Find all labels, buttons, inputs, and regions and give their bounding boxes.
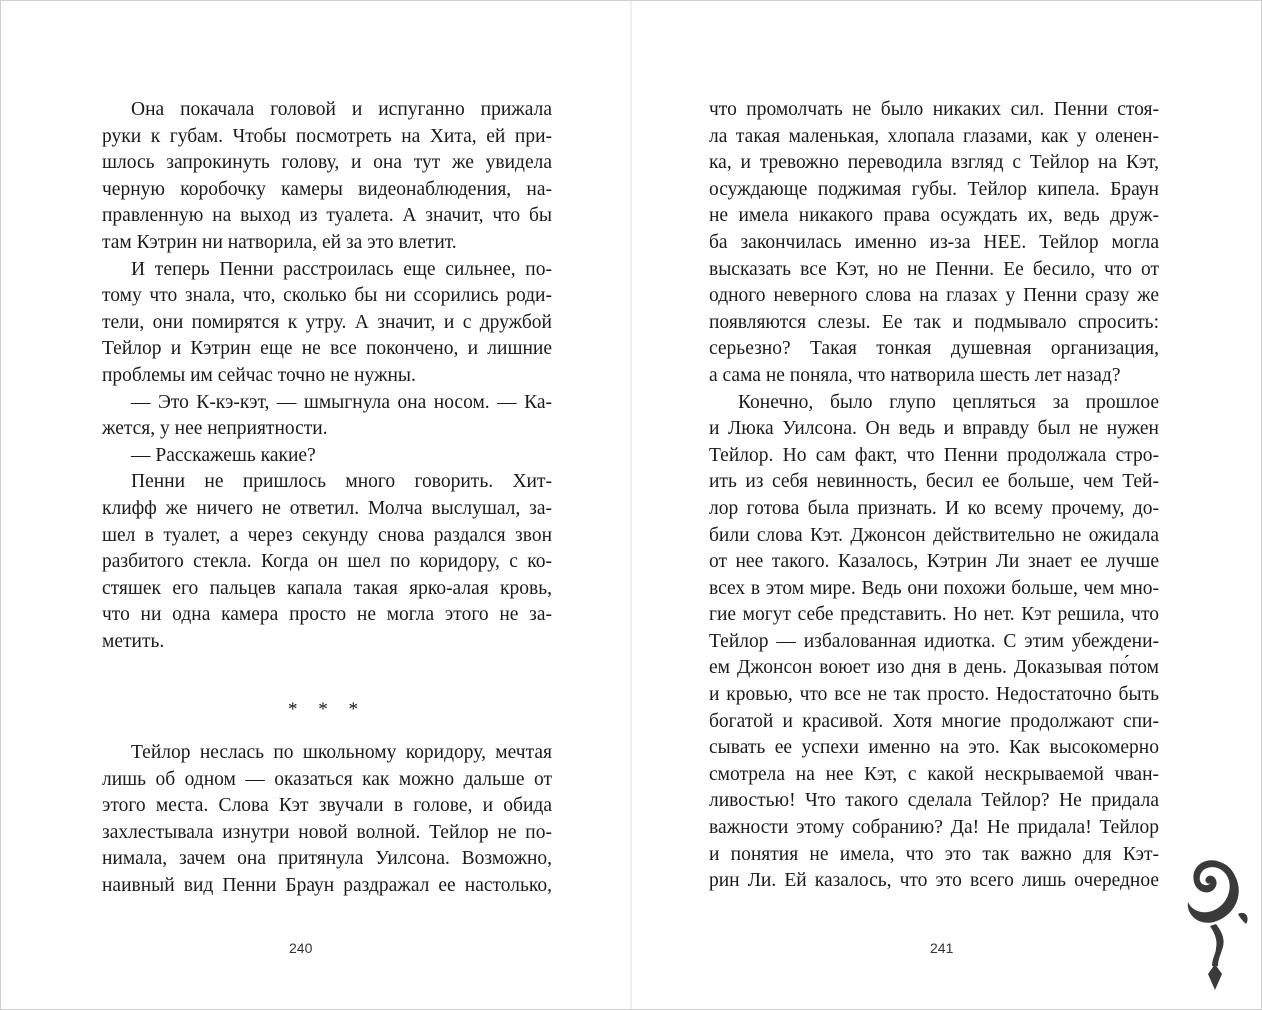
text-line: разбитого стекла. Когда он шел по коридору, с ко- bbox=[102, 551, 552, 573]
text-line: метить. bbox=[102, 630, 165, 652]
text-line: Тейлор и Кэтрин еще не все покончено, и лишние bbox=[102, 338, 552, 360]
text-line: Пенни не пришлось много говорить. Хит- bbox=[131, 471, 552, 493]
text-line: шел в туалет, а через секунду снова раздался звон bbox=[102, 524, 552, 546]
text-line: жется, у нее неприятности. bbox=[102, 418, 328, 440]
text-line: и кровью, что все не так просто. Недостаточно быть bbox=[709, 684, 1159, 706]
text-line: высказать все Кэт, но не Пенни. Ее бесило, что от bbox=[709, 258, 1159, 280]
text-line: там Кэтрин ни натворила, ей за это влетит. bbox=[102, 231, 457, 253]
text-line: проблемы им сейчас точно не нужны. bbox=[102, 364, 416, 386]
text-line: стяшек его пальцев капала такая ярко-алая кровь, bbox=[102, 577, 552, 599]
text-line: Тейлор — избалованная идиотка. С этим убеждени- bbox=[709, 630, 1159, 652]
text-line: и Люка Уилсона. Он ведь и вправду был не нужен bbox=[709, 418, 1159, 440]
text-line: — Это К-кэ-кэт, — шмыгнула она носом. — Ка- bbox=[131, 391, 552, 413]
text-line: Конечно, было глупо цепляться за прошлое bbox=[738, 391, 1159, 413]
left-page bbox=[102, 97, 552, 900]
left-page-text-block-2 bbox=[102, 740, 552, 900]
text-line: серьезно? Такая тонкая душевная организация, bbox=[709, 338, 1159, 360]
text-line: от нее такого. Казалось, Кэтрин Ли знает ее лучше bbox=[709, 551, 1159, 573]
text-line: били слова Кэт. Джонсон действительно не ожидала bbox=[709, 524, 1159, 546]
text-line: ка, и тревожно переводила взгляд с Тейлор на Кэт, bbox=[709, 152, 1159, 174]
text-line: сывать ее успехи именно на это. Как высокомерно bbox=[709, 737, 1159, 759]
text-line: что промолчать не было никаких сил. Пенни стоя- bbox=[709, 99, 1159, 120]
text-line: нимала, зачем она притянула Уилсона. Возможно, bbox=[102, 848, 552, 870]
text-line: ла такая маленькая, хлопала глазами, как у оленен- bbox=[709, 125, 1159, 147]
text-line: лор готова была признать. И ко всему прочему, до- bbox=[709, 497, 1159, 519]
text-line: Тейлор неслась по школьному коридору, мечтая bbox=[131, 742, 552, 764]
text-line: не имела никакого права осуждать их, ведь друж- bbox=[709, 205, 1159, 227]
text-line: тели, они помирятся к утру. А значит, и с дружбой bbox=[102, 311, 552, 333]
page-number-left: 240 bbox=[289, 940, 313, 956]
text-line: наивный вид Пенни Браун раздражал ее настолько, bbox=[102, 875, 552, 897]
text-line: Тейлор. Но сам факт, что Пенни продолжала стро- bbox=[709, 444, 1159, 466]
text-line: И теперь Пенни расстроилась еще сильнее, по- bbox=[131, 258, 552, 280]
text-line: гие могут себе представить. Но нет. Кэт решила, что bbox=[709, 604, 1159, 626]
text-line: осуждающе поджимая губы. Тейлор кипела. Браун bbox=[709, 178, 1159, 200]
page-number-right: 241 bbox=[930, 940, 954, 956]
text-line: тому что знала, что, сколько бы ни ссорились роди- bbox=[102, 285, 552, 307]
left-page-text-block-1 bbox=[102, 97, 552, 655]
right-page bbox=[709, 97, 1159, 895]
text-line: появляются слезы. Ее так и подмывало спросить: bbox=[709, 311, 1159, 333]
text-line: ливостью! Что такого сделала Тейлор? Не придала bbox=[709, 790, 1159, 812]
text-line: лишь об одном — оказаться как можно дальше от bbox=[102, 768, 552, 790]
text-line: что ни одна камера просто не могла этого не за- bbox=[102, 604, 552, 626]
text-line: этого места. Слова Кэт звучали в голове, и обида bbox=[102, 795, 552, 817]
text-line: одного неверного слова на глазах у Пенни сразу же bbox=[709, 285, 1159, 307]
text-line: — Расскажешь какие? bbox=[131, 444, 316, 466]
swirl-ornament-icon bbox=[1176, 852, 1256, 992]
text-line: важности этому собранию? Да! Не придала! Тейлор bbox=[709, 817, 1159, 839]
text-line: ба закончилась именно из-за НЕЕ. Тейлор могла bbox=[709, 231, 1159, 253]
text-line: Она покачала головой и испуганно прижала bbox=[131, 99, 552, 120]
text-line: захлестывала изнутри новой волной. Тейлор не по- bbox=[102, 821, 552, 843]
text-line: всех в этом мире. Ведь они похожи больше, чем мно- bbox=[709, 577, 1159, 599]
text-line: черную коробочку камеры видеонаблюдения, на- bbox=[102, 178, 552, 200]
book-spine bbox=[630, 1, 632, 1009]
section-separator: * * * bbox=[288, 699, 366, 721]
right-page-text-block bbox=[709, 97, 1159, 895]
text-line: а сама не поняла, что натворила шесть лет назад? bbox=[709, 364, 1121, 386]
text-line: и понятия не имела, что это так важно для Кэт- bbox=[709, 843, 1159, 865]
text-line: богатой и красивой. Хотя многие продолжают спи- bbox=[709, 710, 1159, 732]
text-line: правленную на выход из туалета. А значит, что бы bbox=[102, 205, 552, 227]
text-line: смотрела на нее Кэт, с какой нескрываемой чван- bbox=[709, 763, 1159, 785]
text-line: ить из себя невинность, бесил ее больше, чем Тей- bbox=[709, 471, 1159, 493]
text-line: ем Джонсон воюет изо дня в день. Доказывая по́том bbox=[709, 657, 1159, 679]
text-line: клифф же ничего не ответил. Молча выслушал, за- bbox=[102, 497, 552, 519]
text-line: шлось запрокинуть голову, и она тут же увидела bbox=[102, 152, 552, 174]
text-line: руки к губам. Чтобы посмотреть на Хита, ей при- bbox=[102, 125, 552, 147]
text-line: рин Ли. Ей казалось, что это всего лишь очередное bbox=[709, 870, 1159, 892]
